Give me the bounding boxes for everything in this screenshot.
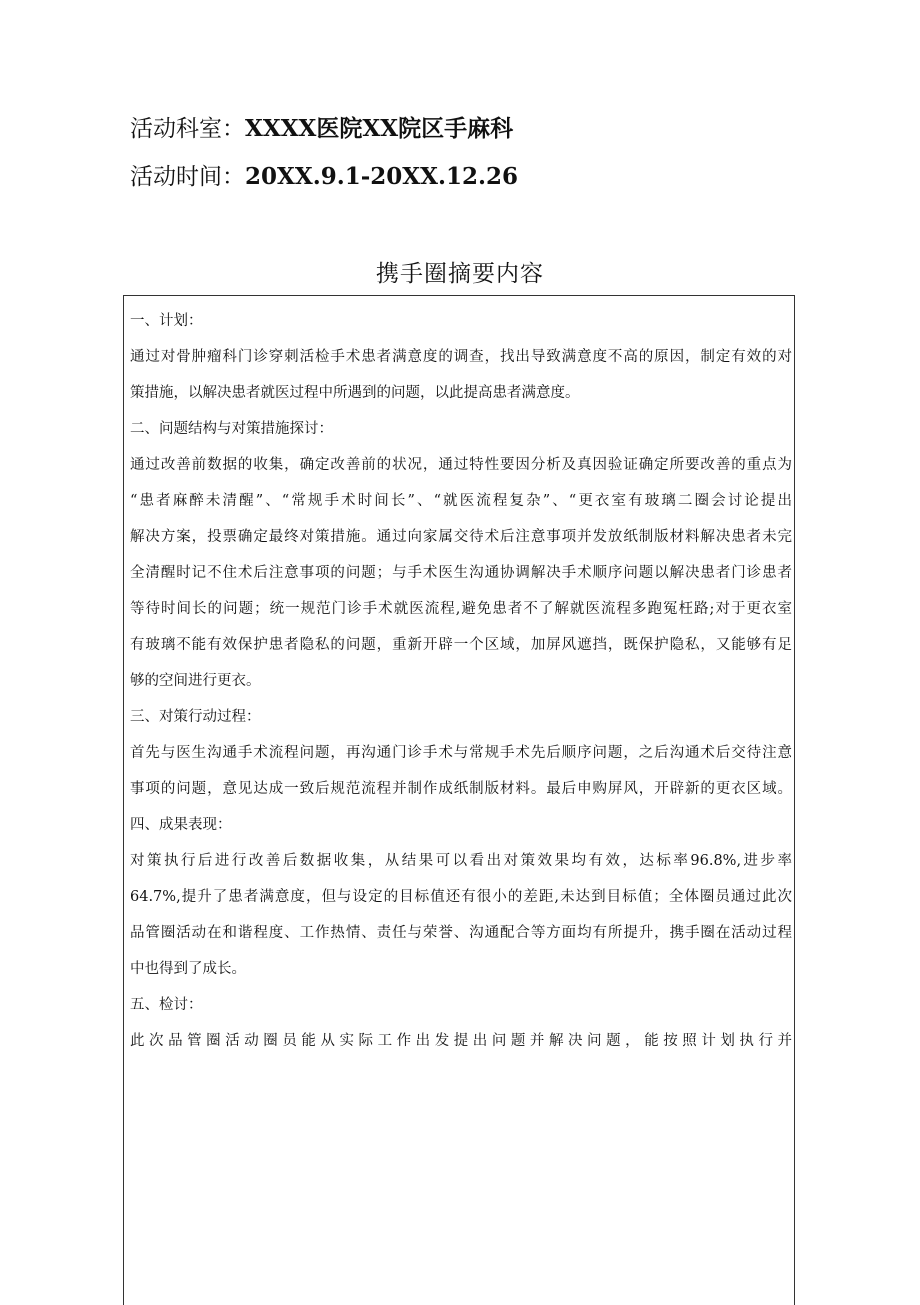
summary-line: 解决方案，投票确定最终对策措施。通过向家属交待术后注意事项并发放纸制版材料解决患者未完 <box>130 529 792 545</box>
summary-line: 二、问题结构与对策措施探讨： <box>130 421 333 437</box>
summary-line: 全清醒时记不住术后注意事项的问题；与手术医生沟通协调解决手术顺序问题以解决患者门诊患者 <box>130 565 792 581</box>
time-label: 活动时间： <box>130 164 245 190</box>
summary-title: 携手圈摘要内容 <box>376 261 544 287</box>
time-value: 20XX.9.1-20XX.12.26 <box>245 163 518 190</box>
summary-line: 通过改善前数据的收集，确定改善前的状况，通过特性要因分析及真因验证确定所要改善的重点为 <box>130 457 792 473</box>
summary-line: 四、成果表现： <box>130 817 232 833</box>
summary-line: 有玻璃不能有效保护患者隐私的问题，重新开辟一个区域，加屏风遮挡，既保护隐私，又能够有足 <box>130 637 792 653</box>
summary-line: 够的空间进行更衣。 <box>130 673 261 689</box>
summary-line: 64.7%,提升了患者满意度，但与设定的目标值还有很小的差距,未达到目标值；全体圈员通过此次 <box>130 889 792 905</box>
summary-line: 首先与医生沟通手术流程问题，再沟通门诊手术与常规手术先后顺序问题，之后沟通术后交待注意 <box>130 745 792 761</box>
summary-line: “患者麻醉未清醒”、“常规手术时间长”、“就医流程复杂”、“更衣室有玻璃二圈会讨论提出 <box>130 493 792 509</box>
summary-line: 此次品管圈活动圈员能从实际工作出发提出问题并解决问题，能按照计划执行并 <box>130 1033 792 1049</box>
activity-time <box>130 162 518 192</box>
summary-line: 品管圈活动在和谐程度、工作热情、责任与荣誉、沟通配合等方面均有所提升，携手圈在活动过程 <box>130 925 792 941</box>
summary-line: 策措施，以解决患者就医过程中所遇到的问题，以此提高患者满意度。 <box>130 385 580 401</box>
summary-line: 通过对骨肿瘤科门诊穿刺活检手术患者满意度的调查，找出导致满意度不高的原因，制定有效的对 <box>130 349 792 365</box>
summary-line: 对策执行后进行改善后数据收集，从结果可以看出对策效果均有效，达标率96.8%,进步率 <box>130 853 792 869</box>
summary-content-box <box>123 295 795 1305</box>
summary-line: 五、检讨： <box>130 997 203 1013</box>
summary-line: 一、计划： <box>130 313 203 329</box>
summary-line: 事项的问题，意见达成一致后规范流程并制作成纸制版材料。最后申购屏风，开辟新的更衣区域。 <box>130 781 792 797</box>
summary-line: 中也得到了成长。 <box>130 961 246 977</box>
department-label: 活动科室： <box>130 116 245 142</box>
summary-line: 等待时间长的问题；统一规范门诊手术就医流程,避免患者不了解就医流程多跑冤枉路;对于更衣室 <box>130 601 792 617</box>
activity-department <box>130 114 513 144</box>
summary-line: 三、对策行动过程： <box>130 709 261 725</box>
department-value: XXXX医院XX院区手麻科 <box>245 115 514 142</box>
